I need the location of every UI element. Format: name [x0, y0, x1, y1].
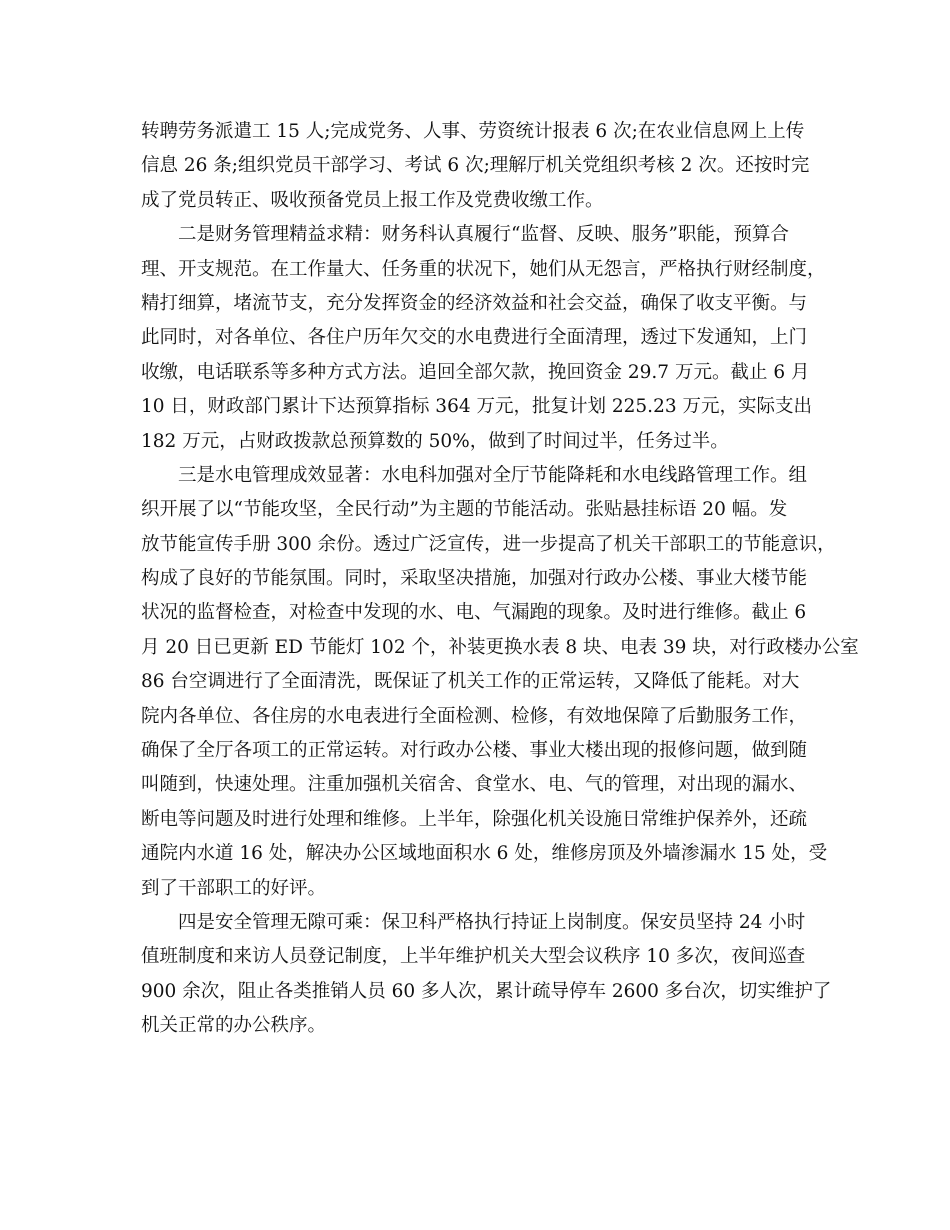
- paragraph-2-line-7: 182 万元，占财政拨款总预算数的 50%，做到了时间过半，任务过半。: [141, 430, 729, 452]
- paragraph-3-line-3: 放节能宣传手册 300 余份。透过广泛宣传，进一步提高了机关干部职工的节能意识，: [141, 533, 836, 555]
- paragraph-3-line-10: 叫随到，快速处理。注重加强机关宿舍、食堂水、电、气的管理，对出现的漏水、: [141, 774, 808, 796]
- paragraph-1-line-2: 信息 26 条;组织党员干部学习、考试 6 次;理解厅机关党组织考核 2 次。还按时完: [141, 155, 810, 177]
- paragraph-2-line-2: 理、开支规范。在工作量大、任务重的状况下，她们从无怨言，严格执行财经制度，: [141, 258, 826, 280]
- paragraph-1-line-1: 转聘劳务派遣工 15 人;完成党务、人事、劳资统计报表 6 次;在农业信息网上上传: [141, 121, 805, 142]
- paragraph-3-line-13: 到了干部职工的好评。: [141, 877, 327, 899]
- paragraph-3-line-8: 院内各单位、各住房的水电表进行全面检测、检修，有效地保障了后勤服务工作，: [141, 705, 808, 727]
- paragraph-2-line-4: 此同时，对各单位、各住户历年欠交的水电费进行全面清理，透过下发通知，上门: [141, 327, 808, 349]
- paragraph-3-line-12: 通院内水道 16 处，解决办公区域地面积水 6 处，维修房顶及外墙渗漏水 15 处，受: [141, 843, 828, 865]
- paragraph-2-line-1: 二是财务管理精益求精：财务科认真履行“监督、反映、服务”职能，预算合: [178, 224, 789, 246]
- paragraph-4-line-4: 机关正常的办公秩序。: [141, 1015, 327, 1037]
- paragraph-3-line-11: 断电等问题及时进行处理和维修。上半年，除强化机关设施日常维护保养外，还疏: [141, 808, 808, 830]
- paragraph-3-line-9: 确保了全厅各项工的正常运转。对行政办公楼、事业大楼出现的报修问题，做到随: [141, 740, 808, 762]
- document-body: [141, 115, 859, 1044]
- paragraph-2-line-5: 收缴，电话联系等多种方式方法。追回全部欠款，挽回资金 29.7 万元。截止 6 月: [141, 361, 810, 383]
- paragraph-4-line-1: 四是安全管理无隙可乘：保卫科严格执行持证上岗制度。保安员坚持 24 小时: [178, 911, 806, 933]
- paragraph-1-line-3: 成了党员转正、吸收预备党员上报工作及党费收缴工作。: [141, 189, 604, 211]
- paragraph-2-line-6: 10 日，财政部门累计下达预算指标 364 万元，批复计划 225.23 万元，实际支出: [141, 396, 812, 418]
- paragraph-4-line-3: 900 余次，阻止各类推销人员 60 多人次，累计疏导停车 2600 多台次，切实维护了: [141, 980, 832, 1002]
- paragraph-3-line-6: 月 20 日已更新 ED 节能灯 102 个，补装更换水表 8 块、电表 39 块，对行政楼办公室: [141, 636, 859, 658]
- paragraph-4-line-2: 值班制度和来访人员登记制度，上半年维护机关大型会议秩序 10 多次，夜间巡查: [141, 946, 806, 968]
- paragraph-3-line-4: 构成了良好的节能氛围。同时，采取坚决措施，加强对行政办公楼、事业大楼节能: [141, 568, 808, 590]
- paragraph-3-line-5: 状况的监督检查，对检查中发现的水、电、气漏跑的现象。及时进行维修。截止 6: [141, 602, 807, 624]
- paragraph-3-line-2: 织开展了以“节能攻坚，全民行动”为主题的节能活动。张贴悬挂标语 20 幅。发: [141, 499, 788, 521]
- paragraph-2-line-3: 精打细算，堵流节支，充分发挥资金的经济效益和社会交益，确保了收支平衡。与: [141, 292, 808, 314]
- paragraph-3-line-1: 三是水电管理成效显著：水电科加强对全厅节能降耗和水电线路管理工作。组: [178, 464, 808, 486]
- paragraph-3-line-7: 86 台空调进行了全面清洗，既保证了机关工作的正常运转，又降低了能耗。对大: [141, 671, 800, 693]
